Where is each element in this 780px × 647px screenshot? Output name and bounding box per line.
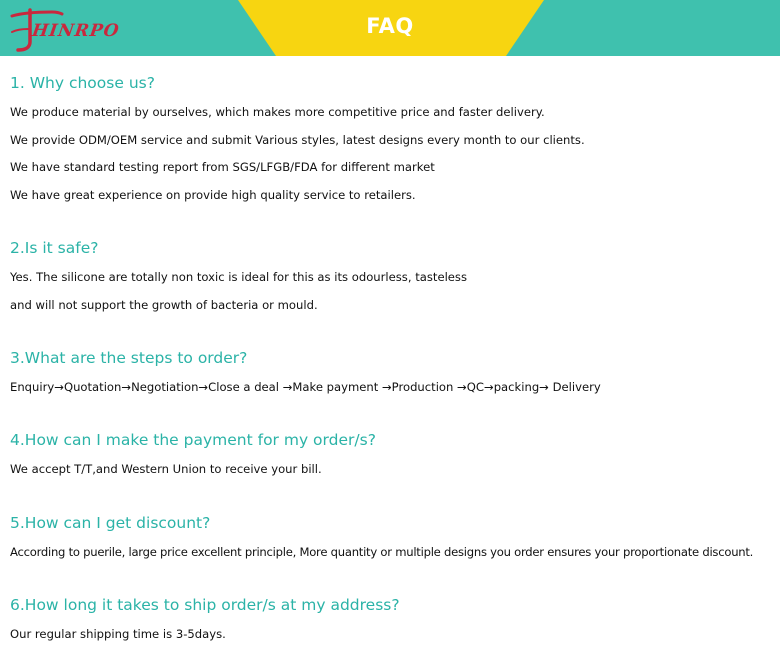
question-4: 4.How can I make the payment for my order/s? xyxy=(10,431,376,449)
question-5: 5.How can I get discount? xyxy=(10,514,211,532)
question-3: 3.What are the steps to order? xyxy=(10,349,248,367)
answer-6-line-1: Our regular shipping time is 3-5days. xyxy=(10,627,226,641)
answer-1-line-1: We produce material by ourselves, which makes more competitive price and faster delivery. xyxy=(10,105,545,119)
answer-1-line-2: We provide ODM/OEM service and submit Various styles, latest designs every month to our clients. xyxy=(10,133,585,147)
answer-1-line-4: We have great experience on provide high quality service to retailers. xyxy=(10,188,416,202)
answer-3-line-1: Enquiry→Quotation→Negotiation→Close a deal →Make payment →Production →QC→packing→ Delivery xyxy=(10,380,601,394)
logo-text: HINRPO xyxy=(30,21,121,41)
answer-5-line-1: According to puerile, large price excellent principle, More quantity or multiple designs you order ensures your proportionate discount. xyxy=(10,545,754,559)
answer-2-line-2: and will not support the growth of bacteria or mould. xyxy=(10,298,318,312)
answer-1-line-3: We have standard testing report from SGS/LFGB/FDA for different market xyxy=(10,160,435,174)
answer-2-line-1: Yes. The silicone are totally non toxic is ideal for this as its odourless, tasteless xyxy=(10,270,468,284)
answer-4-line-1: We accept T/T,and Western Union to receive your bill. xyxy=(10,462,322,476)
header-banner xyxy=(0,0,780,56)
question-1: 1. Why choose us? xyxy=(10,74,155,92)
question-6: 6.How long it takes to ship order/s at my address? xyxy=(10,596,400,614)
question-2: 2.Is it safe? xyxy=(10,239,99,257)
page-title: FAQ xyxy=(366,14,414,38)
